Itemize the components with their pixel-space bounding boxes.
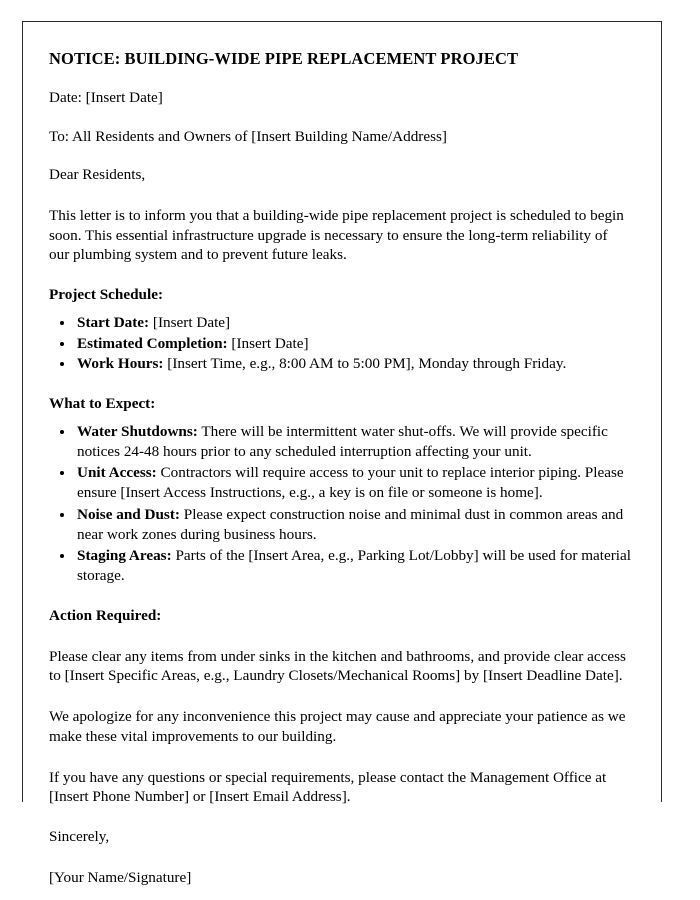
document-page — [22, 21, 662, 886]
what-to-expect-list — [49, 422, 631, 586]
list-item-label: Start Date: — [77, 313, 150, 331]
page-title: NOTICE: BUILDING-WIDE PIPE REPLACEMENT PROJECT — [49, 49, 519, 68]
section-heading-what-to-expect: What to Expect: — [49, 395, 156, 413]
action-required-paragraph: Please clear any items from under sinks in the kitchen and bathrooms, and provide clear access to [Insert Specific Areas, e.g., Laundry Closets/Mechanical Rooms] by [Insert Deadline Date]. — [49, 647, 626, 685]
section-heading-project-schedule: Project Schedule: — [49, 286, 164, 304]
list-item-label: Noise and Dust: — [77, 505, 180, 523]
list-item-text: Contractors will require access to your unit to replace interior piping. Please ensure [Insert Access Instructions, e.g., a key is on file or someone is home]. — [77, 464, 624, 502]
list-item-label: Water Shutdowns: — [77, 422, 198, 440]
list-item-text: [Insert Date] — [152, 313, 231, 331]
list-item — [75, 463, 631, 503]
list-item-text: Parts of the [Insert Area, e.g., Parking Lot/Lobby] will be used for material storage. — [77, 547, 631, 585]
list-item-text: [Insert Time, e.g., 8:00 AM to 5:00 PM], Monday through Friday. — [167, 355, 567, 373]
list-item-label: Estimated Completion: — [77, 334, 228, 352]
list-item-text: [Insert Date] — [231, 334, 309, 352]
apology-paragraph: We apologize for any inconvenience this project may cause and appreciate your patience as we make these vital improvements to our building. — [49, 708, 626, 745]
list-item-label: Work Hours: — [77, 355, 164, 373]
section-heading-action-required: Action Required: — [49, 606, 162, 624]
contact-paragraph: If you have any questions or special requirements, please contact the Management Office at [Insert Phone Number] or [Insert Email Address]. — [49, 768, 607, 806]
list-item — [75, 334, 631, 354]
closing-line: Sincerely, — [49, 828, 110, 846]
signature-block — [49, 827, 631, 887]
document-body — [23, 22, 661, 887]
list-item — [75, 422, 631, 462]
recipient-line: To: All Residents and Owners of [Insert Building Name/Address] — [49, 127, 447, 145]
salutation: Dear Residents, — [49, 166, 146, 184]
list-item — [75, 354, 631, 374]
list-item-label: Unit Access: — [77, 464, 157, 482]
list-item-text: Please expect construction noise and minimal dust in common areas and near work zones during business hours. — [77, 505, 624, 543]
intro-paragraph: This letter is to inform you that a building-wide pipe replacement project is scheduled to begin soon. This essential infrastructure upgrade is necessary to ensure the long-term reliability of our plumbing system and to prevent future leaks. — [49, 206, 624, 264]
list-item — [75, 505, 631, 545]
list-item-text: There will be intermittent water shut-offs. We will provide specific notices 24-48 hours prior to any scheduled interruption affecting your unit. — [77, 422, 608, 460]
signature-line: [Your Name/Signature] — [49, 868, 192, 886]
list-item — [75, 313, 631, 333]
list-item-label: Staging Areas: — [77, 547, 172, 565]
list-item — [75, 546, 631, 586]
date-line: Date: [Insert Date] — [49, 89, 163, 107]
project-schedule-list — [49, 313, 631, 374]
